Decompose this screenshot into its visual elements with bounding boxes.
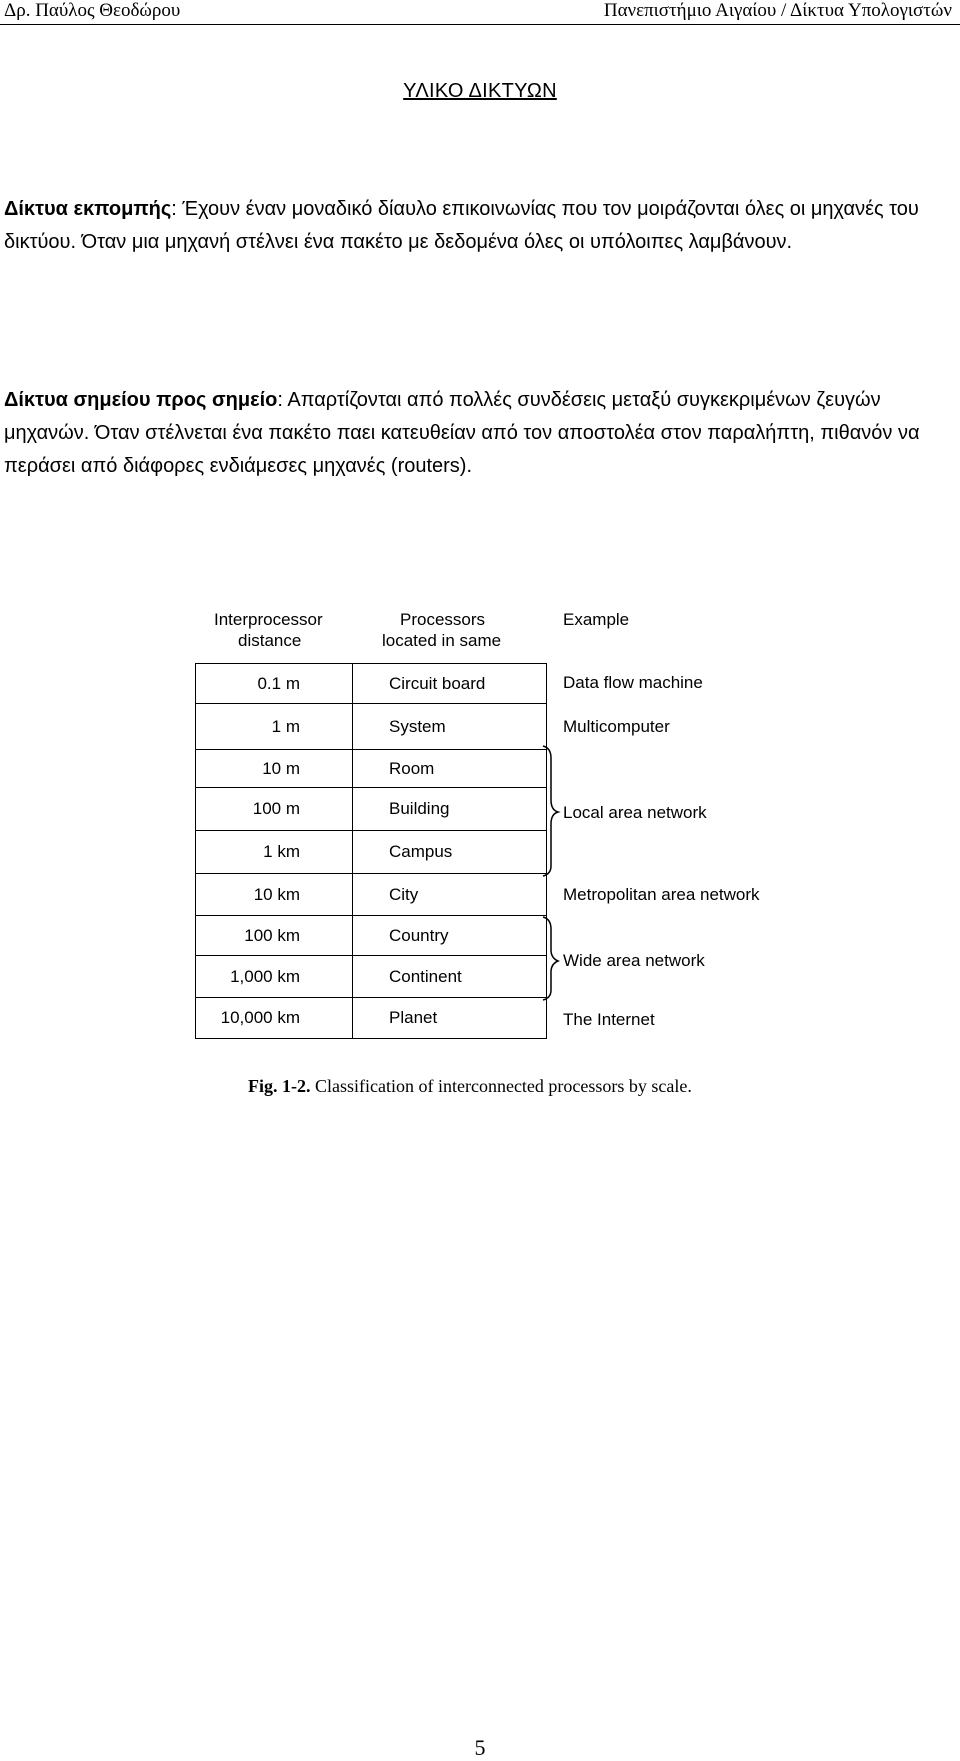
- text-point-to-point: : Απαρτίζονται από πολλές συνδέσεις μεταξύ συγκεκριμένων ζευγών μηχανών. Όταν στέλνεται ένα πακέτο παει κατευθείαν από τον αποστολέα στον παραλήπτη, πιθανόν να περάσει από διάφορες ενδιάμεσες μηχανές (routers).: [4, 389, 920, 477]
- table-row: [196, 916, 547, 956]
- location-cell: Room: [353, 750, 547, 788]
- location-cell: Country: [353, 916, 547, 956]
- caption-label: Fig. 1-2.: [248, 1076, 311, 1096]
- distance-cell: 100 m: [196, 788, 353, 831]
- page-number: 5: [474, 1735, 486, 1760]
- caption-text: Classification of interconnected processors by scale.: [315, 1076, 692, 1096]
- col-header-distance-1: Interprocessor: [214, 610, 323, 629]
- col-header-processors-2: located in same: [382, 631, 502, 650]
- table-row: [196, 664, 547, 704]
- location-cell: Circuit board: [353, 664, 547, 704]
- term-point-to-point: Δίκτυα σημείου προς σημείο: [4, 389, 278, 411]
- example-internet: The Internet: [563, 1010, 655, 1029]
- wan-brace-icon: [543, 917, 558, 1000]
- location-cell: Continent: [353, 956, 547, 998]
- example-lan: Local area network: [563, 803, 707, 822]
- header-author: Δρ. Παύλος Θεοδώρου: [4, 0, 181, 21]
- example-man: Metropolitan area network: [563, 885, 760, 904]
- table-row: [196, 750, 547, 788]
- table-row: [196, 788, 547, 831]
- distance-cell: 0.1 m: [196, 664, 353, 704]
- scale-table: [195, 663, 547, 1039]
- example-wan: Wide area network: [563, 951, 705, 970]
- table-row: [196, 956, 547, 998]
- location-cell: Planet: [353, 998, 547, 1039]
- distance-cell: 1 m: [196, 704, 353, 750]
- col-header-example: Example: [563, 610, 630, 629]
- distance-cell: 10,000 km: [196, 998, 353, 1039]
- col-header-distance-2: distance: [238, 631, 302, 650]
- example-data-flow: Data flow machine: [563, 673, 703, 692]
- location-cell: City: [353, 874, 547, 916]
- col-header-processors-1: Processors: [400, 610, 486, 629]
- location-cell: Campus: [353, 831, 547, 874]
- location-cell: System: [353, 704, 547, 750]
- figure-caption: [248, 1076, 692, 1097]
- location-cell: Building: [353, 788, 547, 831]
- header-course: Πανεπιστήμιο Αιγαίου / Δίκτυα Υπολογιστών: [603, 0, 952, 21]
- distance-cell: 100 km: [196, 916, 353, 956]
- distance-cell: 1,000 km: [196, 956, 353, 998]
- example-multicomputer: Multicomputer: [563, 717, 670, 736]
- paragraph-point-to-point: [4, 384, 934, 483]
- page-title: ΥΛΙΚΟ ΔΙΚΤΥΩΝ: [403, 80, 557, 102]
- page-header: [0, 0, 960, 25]
- table-row: [196, 874, 547, 916]
- distance-cell: 10 km: [196, 874, 353, 916]
- table-row: [196, 831, 547, 874]
- distance-cell: 1 km: [196, 831, 353, 874]
- text-broadcast: : Έχουν έναν μοναδικό δίαυλο επικοινωνίας που τον μοιράζονται όλες οι μηχανές του δικτύου. Όταν μια μηχανή στέλνει ένα πακέτο με δεδομένα όλες οι υπόλοιπες λαμβάνουν.: [4, 198, 919, 253]
- term-broadcast: Δίκτυα εκπομπής: [4, 198, 172, 220]
- distance-cell: 10 m: [196, 750, 353, 788]
- paragraph-broadcast: [4, 193, 934, 259]
- table-row: [196, 704, 547, 750]
- table-row: [196, 998, 547, 1039]
- lan-brace-icon: [543, 746, 558, 876]
